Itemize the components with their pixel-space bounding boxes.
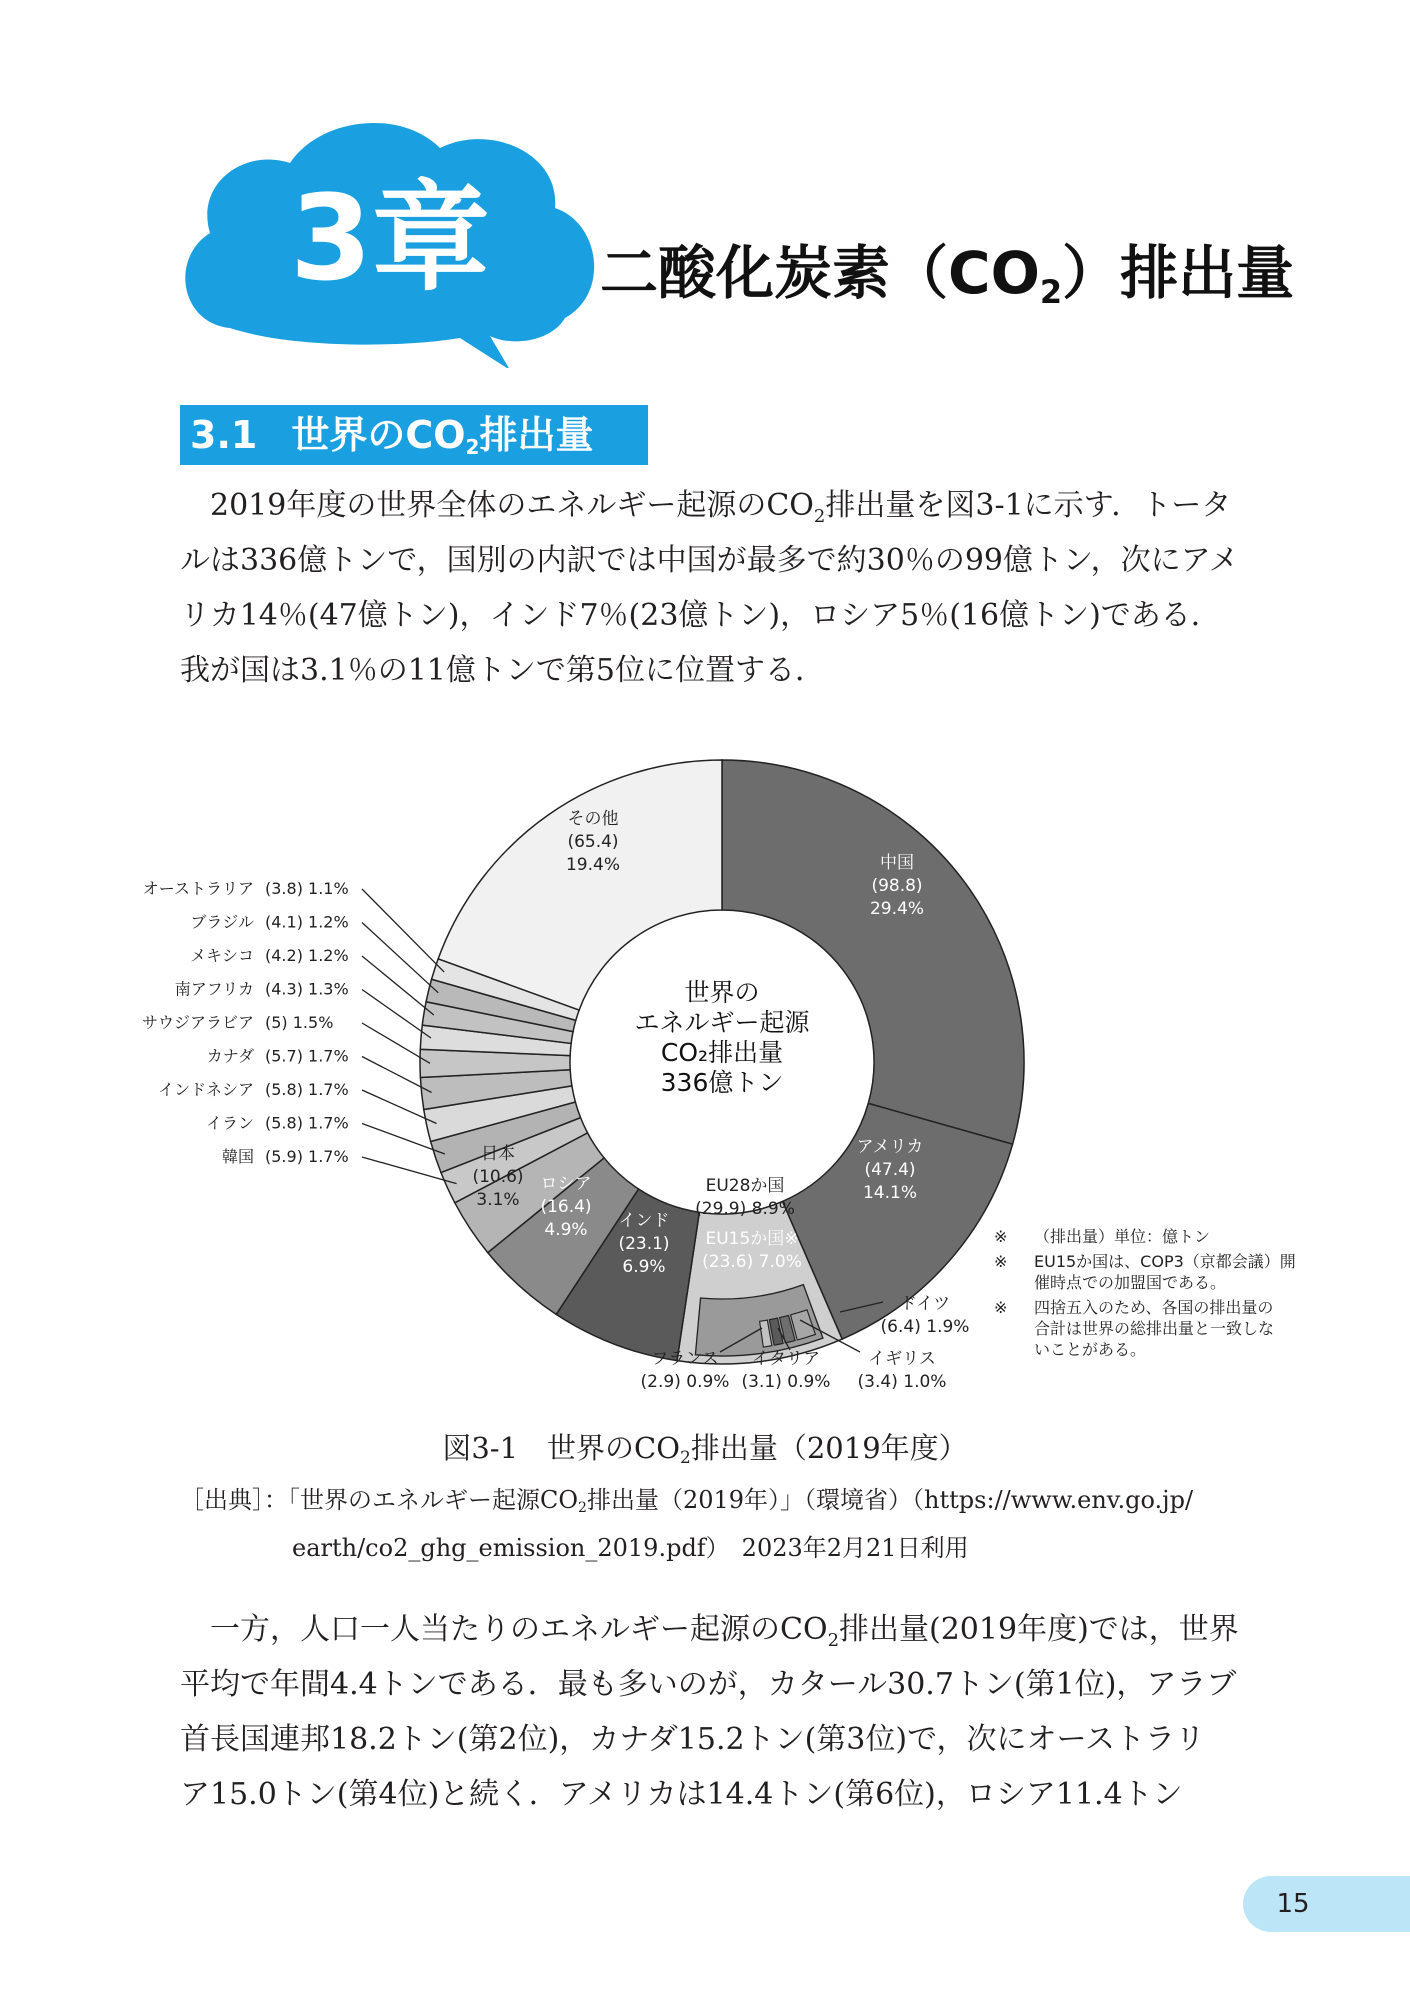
leader-line <box>362 1023 430 1063</box>
slice-label-usa: アメリカ <box>856 1137 924 1157</box>
legend-label-value: (4.3) 1.3% <box>265 979 349 999</box>
legend-label-value: (5.7) 1.7% <box>265 1046 349 1066</box>
source-line: ［出典］：「世界のエネルギー起源$CO_2$排出量（2019年）」（環境省）（https://www.env.go.jp/ <box>180 1486 1194 1516</box>
chart-note-text: いことがある。 <box>1034 1340 1147 1359</box>
paragraph-line: 2019年度の世界全体のエネルギー起源の$CO_2$排出量を図3-1に示す．トータ <box>180 488 1232 527</box>
slice-label-other: (65.4) <box>567 832 619 852</box>
eu15-member-label: イギリス <box>868 1349 936 1369</box>
legend-label-country: イラン <box>205 1113 254 1133</box>
leader-line <box>362 923 438 993</box>
chapter-number: 3章 <box>289 169 491 307</box>
slice-label-china: 中国 <box>880 853 914 873</box>
legend-label-value: (4.1) 1.2% <box>265 912 349 932</box>
paragraph-line: 我が国は3.1％の11億トンで第5位に位置する． <box>180 653 825 688</box>
section-header <box>180 405 648 465</box>
pie-slice-15 <box>438 760 722 1010</box>
slice-label-russia: ロシア <box>540 1174 592 1194</box>
section-number: 3.1 <box>190 413 258 457</box>
leader-line <box>362 990 431 1039</box>
paragraph-line: ルは336億トンで，国別の内訳では中国が最多で約30％の99億トン，次にアメ <box>180 543 1239 578</box>
slice-label-usa: (47.4) <box>864 1160 916 1180</box>
slice-label-other: その他 <box>567 809 619 829</box>
paragraph-line: 平均で年間4.4トンである．最も多いのが，カタール30.7トン(第1位)，アラブ <box>180 1667 1237 1702</box>
slice-label-eu28-value: (29.9) 8.9% <box>695 1199 795 1219</box>
chart-note-text: 合計は世界の総排出量と一致しな <box>1034 1319 1275 1338</box>
slice-label-russia: 4.9% <box>544 1220 588 1240</box>
chapter-title-subscript: 2 <box>1039 273 1063 311</box>
eu15-member-value: (6.4) 1.9% <box>880 1317 970 1337</box>
paragraph-line: 首長国連邦18.2トン(第2位)，カナダ15.2トン(第3位)で，次にオーストラリ <box>180 1722 1205 1757</box>
co2-donut-chart <box>0 700 1410 1420</box>
eu15-member-label: ドイツ <box>899 1294 951 1314</box>
slice-label-russia: (16.4) <box>540 1197 592 1217</box>
donut-center-label: エネルギー起源 <box>634 1008 810 1037</box>
slice-label-india: (23.1) <box>618 1234 670 1254</box>
chapter-title <box>600 238 1294 327</box>
paragraph-line: リカ14％(47億トン)，インド7％(23億トン)，ロシア5％(16億トン)である． <box>180 598 1221 633</box>
slice-label-japan: 日本 <box>481 1144 515 1164</box>
legend-label-country: 南アフリカ <box>174 979 254 999</box>
source-line: earth/co2_ghg_emission_2019.pdf） 2023年2月21日利用 <box>292 1534 969 1562</box>
chart-note-mark: ※ <box>994 1252 1008 1271</box>
legend-label-country: 韓国 <box>221 1147 254 1166</box>
chart-note-text: 四捨五入のため、各国の排出量の <box>1034 1298 1274 1317</box>
figure-caption: 図3-1 世界の$CO_2$排出量（2019年度） <box>442 1431 968 1468</box>
donut-center-label: 世界の <box>684 978 760 1007</box>
legend-label-country: インドネシア <box>158 1080 254 1099</box>
eu15-member-label: フランス <box>651 1349 719 1369</box>
chapter-title-text: 二酸化炭素（CO <box>600 239 1040 307</box>
slice-label-japan: 3.1% <box>476 1190 520 1210</box>
eu15-member-value: (2.9) 0.9% <box>640 1372 730 1392</box>
chart-note-text: EU15か国は、COP3（京都会議）開 <box>1034 1252 1296 1271</box>
slice-label-china: 29.4% <box>869 899 925 919</box>
slice-label-eu15-value: (23.6) 7.0% <box>702 1252 802 1272</box>
legend-label-country: メキシコ <box>190 946 254 965</box>
legend-label-value: (3.8) 1.1% <box>265 879 349 898</box>
legend-label-country: オーストラリア <box>142 879 254 898</box>
chapter-title-text-end: ）排出量 <box>1062 239 1295 307</box>
legend-label-value: (5.8) 1.7% <box>265 1113 349 1133</box>
eu15-member-label: イタリア <box>752 1349 820 1369</box>
slice-label-eu28: EU28か国 <box>705 1176 785 1196</box>
slice-label-china: (98.8) <box>871 876 923 896</box>
section-title-subscript: 2 <box>465 435 480 459</box>
page-number: 15 <box>1276 1889 1310 1919</box>
slice-label-india: 6.9% <box>622 1257 666 1277</box>
paragraph-per-capita <box>180 1602 1280 1822</box>
legend-label-value: (4.2) 1.2% <box>265 946 349 965</box>
leader-line <box>362 956 434 1015</box>
paragraph-line: ア15.0トン(第4位)と続く．アメリカは14.4トン(第6位)，ロシア11.4トン <box>180 1777 1183 1812</box>
section-title-end: 排出量 <box>479 413 594 457</box>
legend-label-value: (5.9) 1.7% <box>265 1147 349 1166</box>
legend-label-value: (5.8) 1.7% <box>265 1080 349 1099</box>
paragraph-line: 一方，人口一人当たりのエネルギー起源の$CO_2$排出量(2019年度)では，世界 <box>180 1612 1239 1651</box>
donut-center-label: 336億トン <box>660 1068 784 1097</box>
slice-label-other: 19.4% <box>565 855 621 875</box>
chart-note-text: 催時点での加盟国である。 <box>1034 1273 1227 1292</box>
slice-label-eu15: EU15か国※ <box>705 1229 799 1249</box>
legend-label-value: (5) 1.5% <box>265 1013 334 1032</box>
chart-note-mark: ※ <box>994 1227 1008 1246</box>
legend-label-country: サウジアラビア <box>141 1013 254 1032</box>
donut-center-label: CO₂排出量 <box>660 1038 784 1067</box>
source-citation <box>180 1480 1280 1568</box>
eu15-member-value: (3.1) 0.9% <box>741 1372 831 1392</box>
chart-note-text: （排出量）単位：億トン <box>1034 1227 1211 1246</box>
section-title: 世界のCO <box>291 413 466 457</box>
chart-note-mark: ※ <box>994 1298 1008 1317</box>
slice-label-india: インド <box>618 1211 670 1231</box>
legend-label-country: ブラジル <box>190 912 254 932</box>
paragraph-intro <box>180 478 1280 698</box>
eu15-member-value: (3.4) 1.0% <box>857 1372 947 1392</box>
slice-label-japan: (10.6) <box>472 1167 524 1187</box>
slice-label-usa: 14.1% <box>862 1183 918 1203</box>
legend-label-country: カナダ <box>206 1046 254 1066</box>
